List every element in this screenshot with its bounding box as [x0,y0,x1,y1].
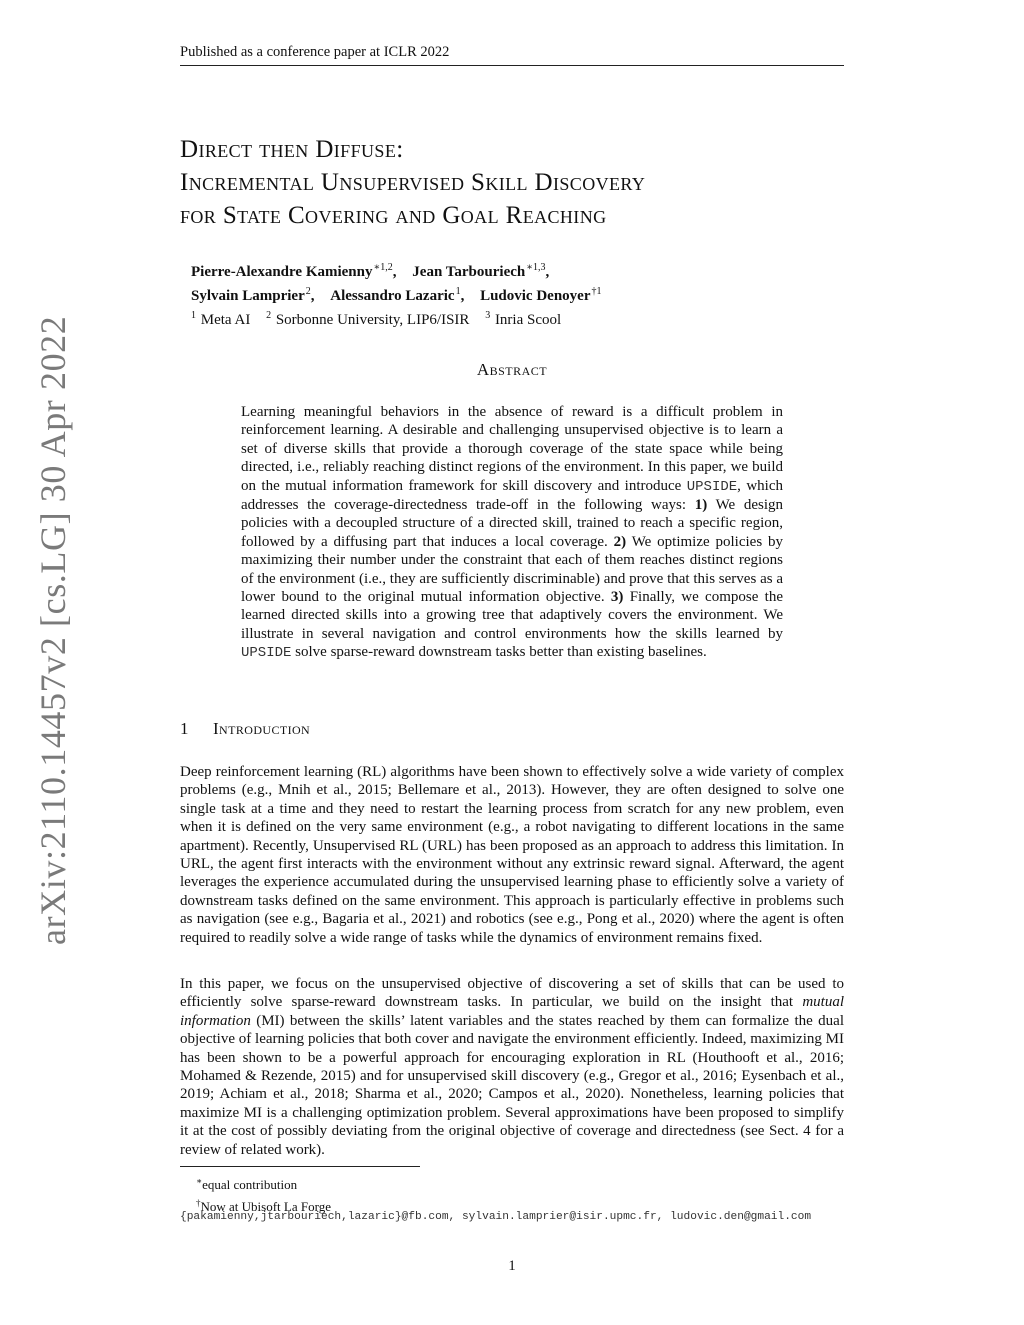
author-affiliation-mark: ∗1,3 [526,262,546,273]
header-divider [180,65,844,66]
footnote-mark: ∗ [196,1176,203,1186]
page-number: 1 [508,1258,516,1274]
author-affiliation-mark: ∗1,2 [373,262,393,273]
method-name: UPSIDE [241,645,292,662]
abstract-text: We design policies with a decoupled structure of a directed skill, trained to reach a specific region, followed by a diffusing part that induces a local coverage. [241,497,783,550]
author-emails: {pakamienny,jtarbouriech,lazaric}@fb.com, sylvain.lamprier@isir.upmc.fr, ludovic.den@gmail.com [180,1211,812,1223]
author-block [191,258,831,330]
abstract-point-marker: 3) [610,589,624,606]
affiliation-number: 3 [485,310,491,321]
affiliation-number: 1 [191,310,196,321]
title-line-1: Direct then Diffuse: [180,136,404,163]
paragraph-text: In this paper, we focus on the unsupervised objective of discovering a set of skills that can be used to efficiently solve sparse-reward downstream tasks. In particular, we build on the insight that [180,976,844,1011]
affiliations [191,306,831,330]
abstract-text: , which addresses the coverage-directedness trade-off in the following ways: [241,477,783,514]
affiliation: Sorbonne University, LIP6/ISIR [275,312,470,328]
section-number: 1 [180,719,189,738]
paper-title [180,133,880,232]
affiliation: Meta AI [200,312,251,328]
author-name: Pierre-Alexandre Kamienny [191,264,373,280]
footnote-text: Now at Ubisoft La Forge [200,1199,331,1214]
affiliation: Inria Scool [494,312,562,328]
abstract-text: Finally, we compose the learned directed skills into a growing tree that adaptively covers the environment. We illustrate in several navigation and control environments how the skills learned by [241,589,783,642]
author-row-2: Sylvain Lamprier$^2$, Alessandro Lazaric$^1$, Ludovic Denoyer$^{\dagger 1}$ [191,286,602,304]
footnote-divider [180,1166,420,1167]
section-heading-introduction [180,719,310,739]
abstract-point-marker: 1) [694,497,708,514]
author-affiliation-mark: 2 [305,286,311,297]
author-name: Alessandro Lazaric [330,288,455,304]
footnotes [196,1172,836,1216]
abstract-text: solve sparse-reward downstream tasks better than existing baselines. [291,644,707,661]
abstract-point-marker: 2) [613,533,627,550]
abstract-text: Learning meaningful behaviors in the absence of reward is a difficult problem in reinforcement learning. A desirable and challenging unsupervised objective is to learn a set of diverse skills that provide a thorough coverage of the state space while being directed, i.e., reliably reaching distinct regions of the environment. In this paper, we build on the mutual information framework for skill discovery and introduce [241,404,783,494]
intro-paragraph-1: Deep reinforcement learning (RL) algorithms have been shown to effectively solve a wide variety of complex problems (e.g., Mnih et al., 2015; Bellemare et al., 2013). However, they are often designed to solve one single task at a time and they need to restart the learning process from scratch for any new problem, even when it is defined on the very same environment (e.g., a robot navigating to different locations in the same apartment). Recently, Unsupervised RL (URL) has been proposed as an approach to address this limitation. In URL, the agent first interacts with the environment without any extrinsic reward signal. Afterward, the agent leverages the experience accumulated during the unsupervised learning phase to efficiently solve a variety of downstream tasks defined on the same environment. This approach is particularly effective in problems such as navigation (see e.g., Bagaria et al., 2021) and robotics (see e.g., Pong et al., 2020) where the agent is often required to readily solve a wide range of tasks while the dynamics of environment remains fixed. [180,764,844,946]
author-affiliation-mark: 1 [455,286,461,297]
title-line-2: Incremental Unsupervised Skill Discovery [180,169,646,196]
abstract-text: We optimize policies by maximizing their number under the constraint that each of them reaches distinct regions of the environment (i.e., they are sufficiently discriminable) and prove that this serves as a lower bound to the original mutual information objective. [241,533,784,606]
method-name: UPSIDE [686,478,738,495]
abstract-heading: Abstract [476,360,548,379]
footnote-1 [196,1172,836,1194]
emphasized-term: mutual information [180,994,844,1029]
footnote-text: equal contribution [202,1177,298,1192]
arxiv-identifier-stamp: arXiv:2110.14457v2 [cs.LG] 30 Apr 2022 [33,315,73,945]
intro-paragraph-2 [180,975,844,1159]
section-title: Introduction [213,719,311,738]
author-name: Sylvain Lamprier [191,288,305,304]
paragraph-text: (MI) between the skills’ latent variables and the states reached by them can formalize the dual objective of learning policies that both cover and navigate the environment efficiently. Indeed, maximizing MI has been shown to be a powerful approach for encouraging exploration in RL (Houthooft et al., 2016; Mohamed & Rezende, 2015) and for unsupervised skill discovery (e.g., Gregor et al., 2016; Eysenbach et al., 2019; Achiam et al., 2018; Sharma et al., 2020; Campos et al., 2020). Nonetheless, learning policies that maximize MI is a challenging optimization problem. Several approximations have been proposed to simplify it at the cost of possibly deviating from the original objective of coverage and directedness (see Sect. 4 for a review of related work). [180,1012,844,1158]
author-row-1: Pierre-Alexandre Kamienny$^{∗1,2}$, Jean Tarbouriech$^{∗1,3}$, [191,262,550,280]
author-affiliation-mark: †1 [591,286,602,297]
affiliation-number: 2 [266,310,272,321]
author-name: Ludovic Denoyer [480,288,591,304]
footnote-mark: † [196,1198,201,1208]
running-header: Published as a conference paper at ICLR 2022 [180,44,450,60]
title-line-3: for State Covering and Goal Reaching [180,202,607,229]
author-name: Jean Tarbouriech [412,264,526,280]
abstract-body [241,403,783,663]
